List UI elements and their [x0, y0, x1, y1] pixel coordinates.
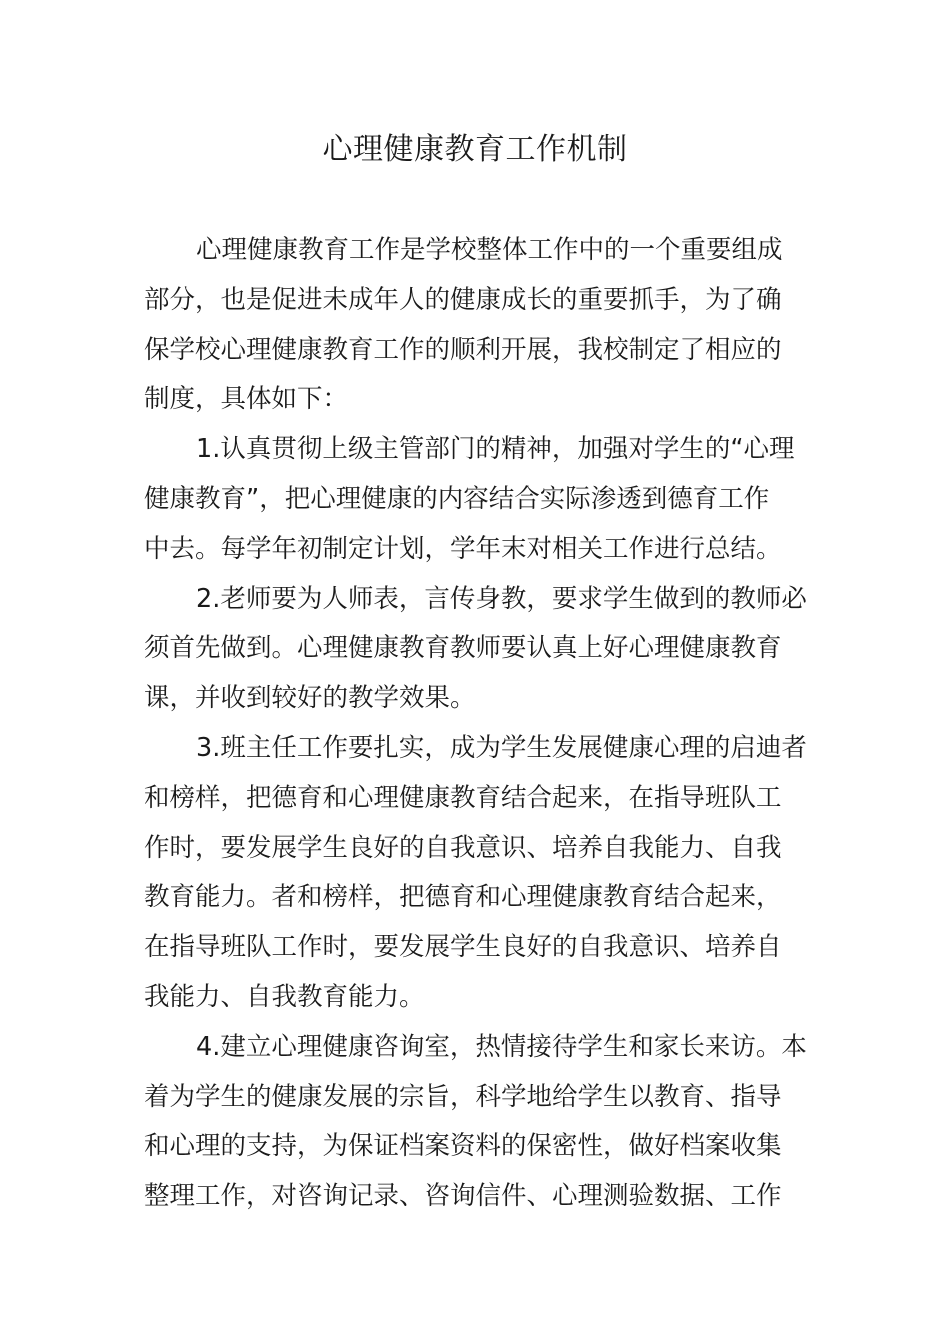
document-body [144, 226, 814, 1222]
paragraph-line: 中去。每学年初制定计划，学年末对相关工作进行总结。 [144, 533, 782, 564]
paragraph-line: 健康教育”，把心理健康的内容结合实际渗透到德育工作 [144, 483, 770, 514]
paragraph-line: 整理工作，对咨询记录、咨询信件、心理测验数据、工作 [144, 1181, 782, 1212]
paragraph-first-line: 4.建立心理健康咨询室，热情接待学生和家长来访。本 [196, 1031, 807, 1062]
paragraph-line: 和榜样，把德育和心理健康教育结合起来，在指导班队工 [144, 782, 782, 813]
paragraph-line: 课，并收到较好的教学效果。 [144, 683, 476, 714]
paragraph-first-line: 心理健康教育工作是学校整体工作中的一个重要组成 [196, 235, 783, 265]
paragraph-line: 部分，也是促进未成年人的健康成长的重要抓手，为了确 [144, 284, 782, 315]
paragraph-line: 须首先做到。心理健康教育教师要认真上好心理健康教育 [144, 633, 782, 664]
paragraph-line: 制度，具体如下： [144, 384, 349, 415]
paragraph-line: 在指导班队工作时，要发展学生良好的自我意识、培养自 [144, 932, 782, 963]
paragraph-line: 保学校心理健康教育工作的顺利开展，我校制定了相应的 [144, 334, 782, 365]
paragraph-line: 着为学生的健康发展的宗旨，科学地给学生以教育、指导 [144, 1081, 782, 1112]
paragraph-line: 作时，要发展学生良好的自我意识、培养自我能力、自我 [144, 832, 782, 863]
paragraph-line: 教育能力。者和榜样，把德育和心理健康教育结合起来， [144, 882, 782, 913]
paragraph-line: 和心理的支持，为保证档案资料的保密性，做好档案收集 [144, 1131, 782, 1162]
paragraph-first-line: 1.认真贯彻上级主管部门的精神，加强对学生的“心理 [196, 434, 795, 465]
paragraph-first-line: 2.老师要为人师表，言传身教，要求学生做到的教师必 [196, 583, 807, 614]
paragraph-first-line: 3.班主任工作要扎实，成为学生发展健康心理的启迪者 [196, 732, 807, 763]
paragraph-line: 我能力、自我教育能力。 [144, 981, 425, 1012]
document-title: 心理健康教育工作机制 [322, 132, 628, 167]
